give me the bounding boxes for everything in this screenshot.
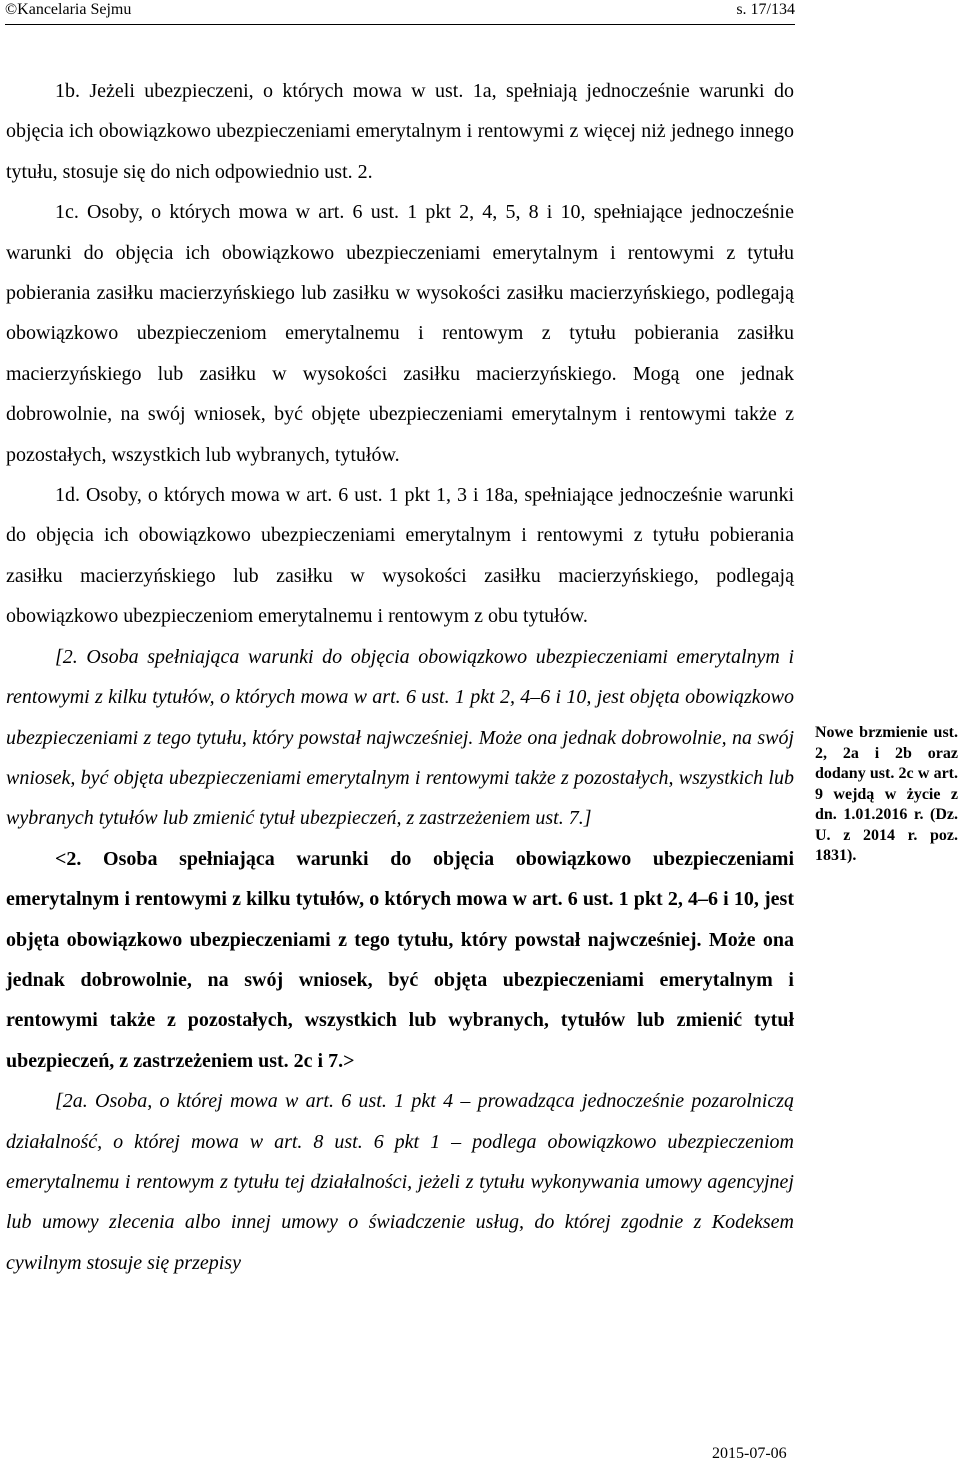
page-header [5, 0, 795, 25]
header-page-number: s. 17/134 [736, 1, 795, 18]
margin-note: Nowe brzmienie ust. 2, 2a i 2b oraz dodany ust. 2c w art. 9 wejdą w życie z dn. 1.01.2016 r. (Dz. U. z 2014 r. poz. 1831). [815, 724, 958, 864]
paragraph-2a-old: [2a. Osoba, o której mowa w art. 6 ust. 1 pkt 4 – prowadząca jednocześnie pozarolniczą działalność, o której mowa w art. 8 ust. 6 pkt 1 – podlega obowiązkowo ubezpieczeniom emerytalnemu i rentowym z tytułu tej działalności, jeżeli z tytułu wykonywania umowy agencyjnej lub umowy zlecenia albo innej umowy o świadczenie usług, do której zgodnie z Kodeksem cywilnym stosuje się przepisy [6, 1090, 794, 1274]
paragraph-1b: 1b. Jeżeli ubezpieczeni, o których mowa w ust. 1a, spełniają jednocześnie warunki do objęcia ich obowiązkowo ubezpieczeniami emerytalnym i rentowymi z więcej niż jednego innego tytułu, stosuje się do nich odpowiednio ust. 2. [6, 80, 794, 183]
paragraph-2-new: <2. Osoba spełniająca warunki do objęcia obowiązkowo ubezpieczeniami emerytalnym i rentowymi z kilku tytułów, o których mowa w art. 6 ust. 1 pkt 2, 4–6 i 10, jest objęta obowiązkowo ubezpieczeniami z tego tytułu, który powstał najwcześniej. Może ona jednak dobrowolnie, na swój wniosek, być objęta ubezpieczeniami emerytalnym i rentowymi także z pozostałych, wszystkich lub wybranych, tytułów lub zmienić tytuł ubezpieczeń, z zastrzeżeniem ust. 2c i 7.> [6, 847, 794, 1072]
paragraph-1d: 1d. Osoby, o których mowa w art. 6 ust. 1 pkt 1, 3 i 18a, spełniające jednocześnie warunki do objęcia ich obowiązkowo ubezpieczeniami emerytalnym i rentowymi z tytułu pobierania zasiłku macierzyńskiego lub zasiłku w wysokości zasiłku macierzyńskiego, podlegają obowiązkowo ubezpieczeniom emerytalnemu i rentowym z obu tytułów. [6, 484, 794, 628]
paragraph-1c: 1c. Osoby, o których mowa w art. 6 ust. 1 pkt 2, 4, 5, 8 i 10, spełniające jednocześnie warunki do objęcia ich obowiązkowo ubezpieczeniami emerytalnym i rentowymi z tytułu pobierania zasiłku macierzyńskiego lub zasiłku w wysokości zasiłku macierzyńskiego, podlegają obowiązkowo ubezpieczeniom emerytalnemu i rentowym z tytułu pobierania zasiłku macierzyńskiego lub zasiłku w wysokości zasiłku macierzyńskiego. Mogą one jednak dobrowolnie, na swój wniosek, być objęte ubezpieczeniami emerytalnym i rentowymi także z pozostałych, wszystkich lub wybranych, tytułów. [6, 201, 794, 466]
header-source: ©Kancelaria Sejmu [5, 1, 132, 18]
footer-date: 2015-07-06 [712, 1445, 787, 1462]
paragraph-2-old: [2. Osoba spełniająca warunki do objęcia obowiązkowo ubezpieczeniami emerytalnym i rentowymi z kilku tytułów, o których mowa w art. 6 ust. 1 pkt 2, 4–6 i 10, jest objęta obowiązkowo ubezpieczeniami z tego tytułu, który powstał najwcześniej. Może ona jednak dobrowolnie, na swój wniosek, być objęta ubezpieczeniami emerytalnym i rentowymi także z pozostałych, wszystkich lub wybranych tytułów lub zmienić tytuł ubezpieczeń, z zastrzeżeniem ust. 7.] [6, 645, 794, 830]
document-body [6, 71, 794, 1283]
